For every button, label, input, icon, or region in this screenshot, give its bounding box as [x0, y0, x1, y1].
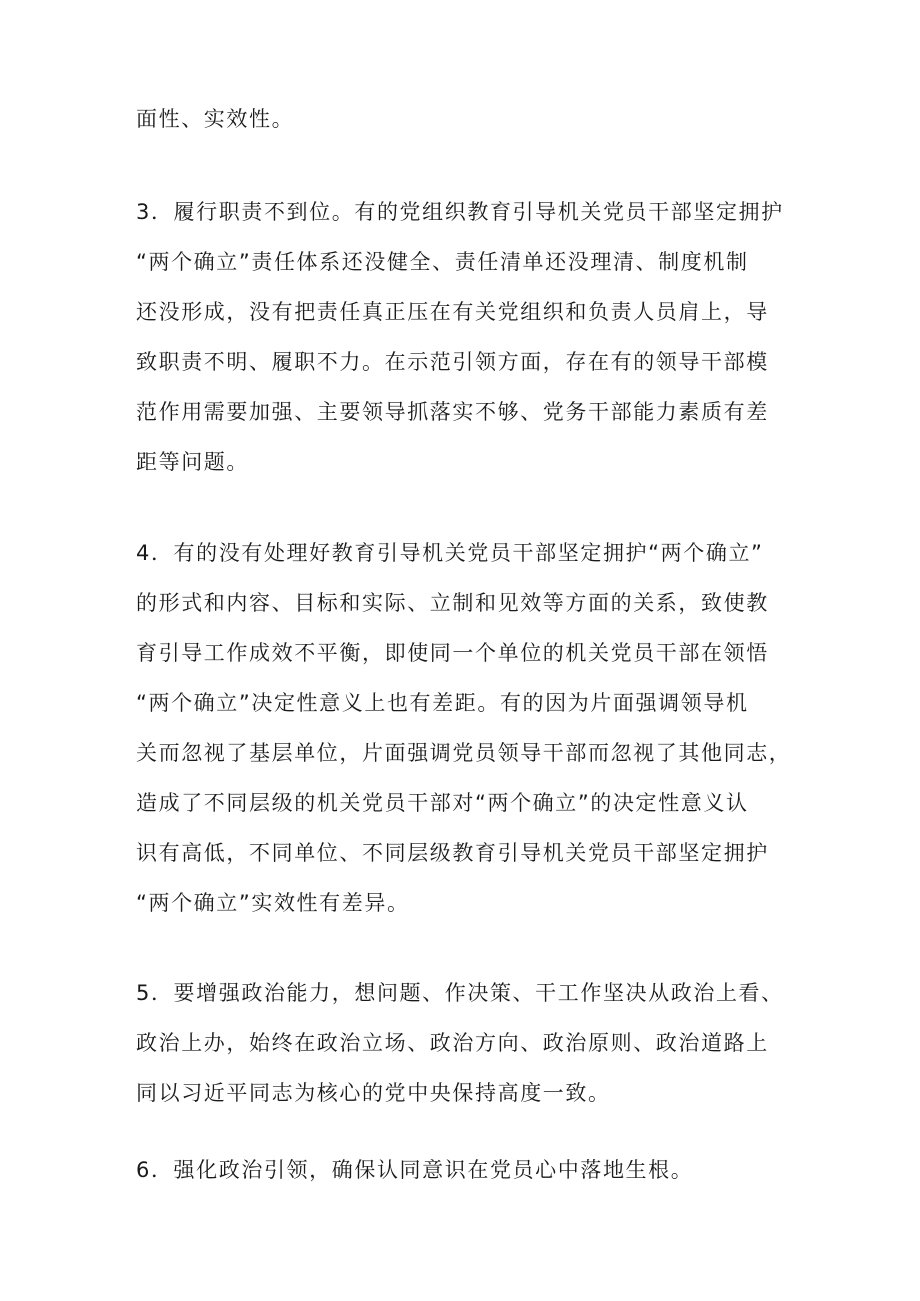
text-line: 距等问题。 [136, 450, 249, 474]
text-line: 范作用需要加强、主要领导抓落实不够、党务干部能力素质有差 [136, 400, 769, 424]
paragraph-item-3 [136, 187, 816, 487]
text-line: 识有高低，不同单位、不同层级教育引导机关党员干部坚定拥护 [136, 841, 769, 865]
text-line: 3．履行职责不到位。有的党组织教育引导机关党员干部坚定拥护 [136, 200, 784, 224]
text-line: “两个确立”实效性有差异。 [136, 891, 410, 915]
text-line: 同以习近平同志为核心的党中央保持高度一致。 [136, 1081, 611, 1105]
text-line: 6．强化政治引领，确保认同意识在党员心中落地生根。 [136, 1158, 694, 1182]
paragraph-item-5 [136, 968, 816, 1118]
text-line: 的形式和内容、目标和实际、立制和见效等方面的关系，致使教 [136, 591, 769, 615]
text-line: 4．有的没有处理好教育引导机关党员干部坚定拥护“两个确立” [136, 541, 764, 565]
text-line: “两个确立”决定性意义上也有差距。有的因为片面强调领导机 [136, 691, 749, 715]
text-line: “两个确立”责任体系还没健全、责任清单还没理清、制度机制 [136, 250, 749, 274]
text-line: 面性、实效性。 [136, 107, 295, 131]
text-line: 造成了不同层级的机关党员干部对“两个确立”的决定性意义认 [136, 791, 749, 815]
paragraph-item-6 [136, 1145, 816, 1195]
text-line: 致职责不明、履职不力。在示范引领方面，存在有的领导干部模 [136, 350, 769, 374]
text-line: 育引导工作成效不平衡，即使同一个单位的机关党员干部在领悟 [136, 641, 769, 665]
text-line: 关而忽视了基层单位，片面强调党员领导干部而忽视了其他同志， [136, 741, 792, 765]
paragraph-continuation [136, 94, 816, 144]
text-line: 政治上办，始终在政治立场、政治方向、政治原则、政治道路上 [136, 1031, 769, 1055]
text-line: 5．要增强政治能力，想问题、作决策、干工作坚决从政治上看、 [136, 981, 784, 1005]
text-line: 还没形成，没有把责任真正压在有关党组织和负责人员肩上，导 [136, 300, 769, 324]
paragraph-item-4 [136, 528, 816, 928]
